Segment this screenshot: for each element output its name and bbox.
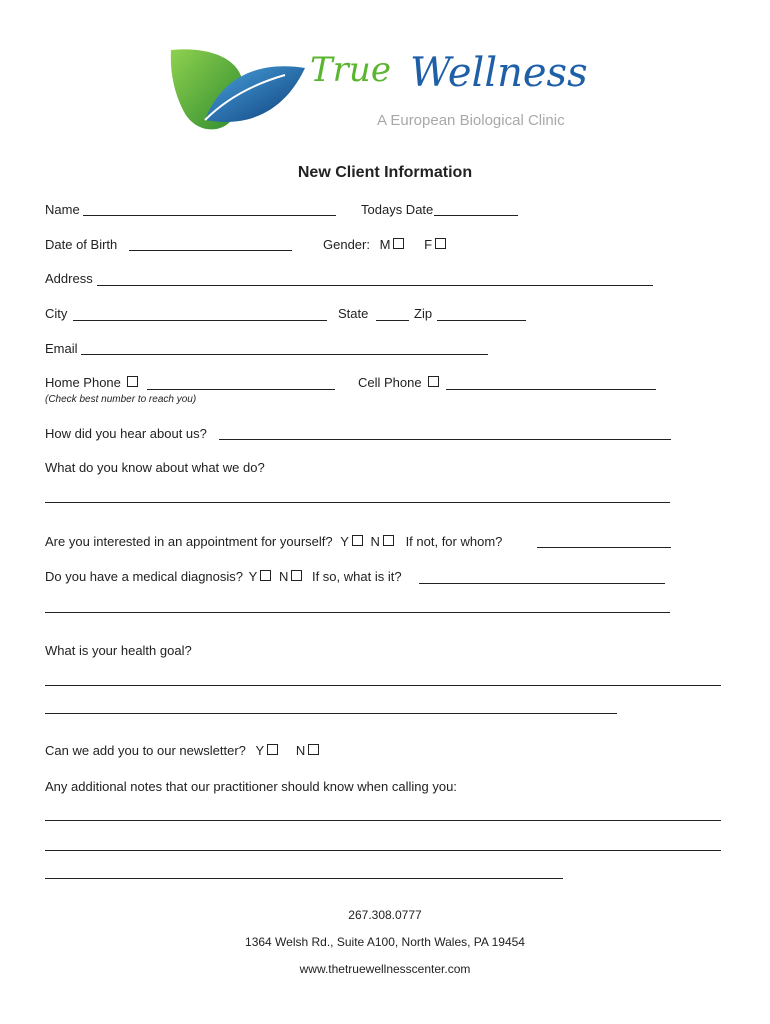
logo: [165, 40, 615, 140]
gender-label: Gender:: [323, 237, 370, 252]
logo-tagline: A European Biological Clinic: [377, 112, 565, 129]
home-phone-group: [45, 375, 138, 390]
form-title: New Client Information: [297, 164, 473, 181]
cell-phone-label: Cell Phone: [358, 375, 422, 390]
diagnosis-group: [45, 569, 402, 584]
health-goal-field-1[interactable]: [45, 685, 721, 686]
address-field[interactable]: [97, 285, 653, 286]
logo-word-wellness: Wellness: [410, 50, 588, 96]
city-field[interactable]: [73, 320, 327, 321]
footer-phone: 267.308.0777: [348, 908, 422, 922]
home-phone-field[interactable]: [147, 389, 335, 390]
zip-label: Zip: [414, 306, 433, 321]
appointment-whom-field[interactable]: [537, 547, 671, 548]
newsletter-no-label: N: [295, 743, 306, 758]
zip-field[interactable]: [437, 320, 526, 321]
diagnosis-question: Do you have a medical diagnosis?: [45, 569, 244, 584]
notes-question: Any additional notes that our practitioner should know when calling you:: [45, 779, 457, 794]
notes-field-2[interactable]: [45, 850, 721, 851]
footer-website[interactable]: www.thetruewellnesscenter.com: [299, 962, 471, 976]
name-label: Name: [45, 202, 80, 217]
gender-f-checkbox[interactable]: [435, 238, 446, 249]
leaf-logo-icon: [165, 40, 315, 140]
appointment-no-checkbox[interactable]: [383, 535, 394, 546]
dob-label: Date of Birth: [45, 237, 118, 252]
diagnosis-field-2[interactable]: [45, 612, 670, 613]
appointment-no-label: N: [370, 534, 380, 549]
notes-field-1[interactable]: [45, 820, 721, 821]
appointment-question: Are you interested in an appointment for yourself?: [45, 534, 333, 549]
appointment-yes-checkbox[interactable]: [352, 535, 363, 546]
health-goal-question: What is your health goal?: [45, 643, 192, 658]
cell-phone-checkbox[interactable]: [428, 376, 439, 387]
newsletter-yes-label: Y: [255, 743, 265, 758]
logo-word-true: True: [310, 50, 391, 90]
gender-m-checkbox[interactable]: [393, 238, 404, 249]
gender-f-label: F: [424, 237, 433, 252]
name-field[interactable]: [83, 215, 336, 216]
email-label: Email: [45, 341, 78, 356]
newsletter-question: Can we add you to our newsletter?: [45, 743, 246, 758]
newsletter-group: [45, 743, 319, 758]
if-so-label: If so, what is it?: [311, 569, 402, 584]
gender-m-label: M: [379, 237, 391, 252]
know-question: What do you know about what we do?: [45, 460, 265, 475]
diagnosis-field[interactable]: [419, 583, 665, 584]
todays-date-field[interactable]: [434, 215, 518, 216]
diagnosis-no-checkbox[interactable]: [291, 570, 302, 581]
email-field[interactable]: [81, 354, 488, 355]
appointment-yes-label: Y: [340, 534, 349, 549]
home-phone-label: Home Phone: [45, 375, 121, 390]
state-label: State: [338, 306, 369, 321]
gender-group: [323, 237, 446, 252]
cell-phone-group: [358, 375, 439, 390]
footer-address: 1364 Welsh Rd., Suite A100, North Wales, PA 19454: [245, 935, 525, 949]
notes-field-3[interactable]: [45, 878, 563, 879]
hear-question: How did you hear about us?: [45, 426, 207, 441]
diagnosis-no-label: N: [278, 569, 289, 584]
newsletter-yes-checkbox[interactable]: [267, 744, 278, 755]
cell-phone-field[interactable]: [446, 389, 656, 390]
newsletter-no-checkbox[interactable]: [308, 744, 319, 755]
if-not-label: If not, for whom?: [405, 534, 503, 549]
health-goal-field-2[interactable]: [45, 713, 617, 714]
city-label: City: [45, 306, 68, 321]
diagnosis-yes-label: Y: [248, 569, 258, 584]
know-field[interactable]: [45, 502, 670, 503]
state-field[interactable]: [376, 320, 409, 321]
hear-field[interactable]: [219, 439, 671, 440]
address-label: Address: [45, 271, 93, 286]
home-phone-checkbox[interactable]: [127, 376, 138, 387]
diagnosis-yes-checkbox[interactable]: [260, 570, 271, 581]
dob-field[interactable]: [129, 250, 292, 251]
phone-note: (Check best number to reach you): [45, 394, 197, 405]
appointment-group: [45, 534, 502, 549]
todays-date-label: Todays Date: [361, 202, 434, 217]
